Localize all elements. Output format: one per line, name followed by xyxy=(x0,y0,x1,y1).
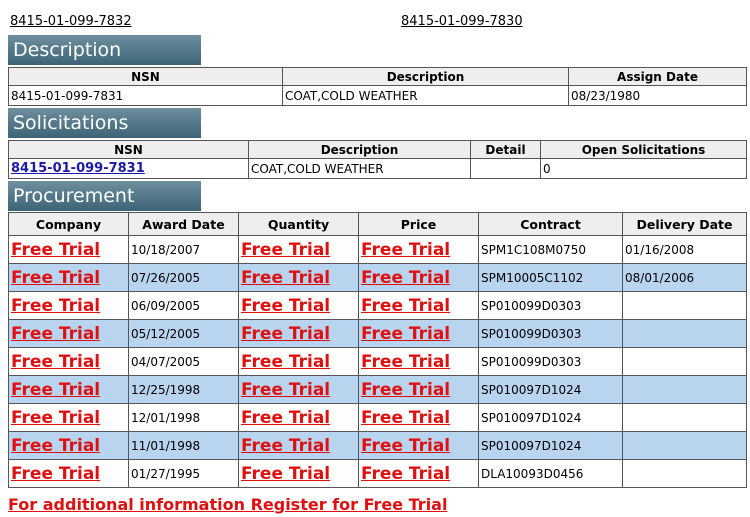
company-cell xyxy=(9,320,129,348)
solicitations-table xyxy=(8,140,747,179)
solicitation-detail xyxy=(471,159,541,179)
solicitation-nsn-cell xyxy=(9,159,249,179)
contract: SP010099D0303 xyxy=(479,348,623,376)
quantity-free-trial-link[interactable]: Free Trial xyxy=(241,379,331,400)
quantity-cell xyxy=(239,460,359,488)
contract: SP010099D0303 xyxy=(479,292,623,320)
quantity-free-trial-link[interactable]: Free Trial xyxy=(241,463,331,484)
company-free-trial-link[interactable]: Free Trial xyxy=(11,463,101,484)
delivery-date xyxy=(623,292,747,320)
table-row xyxy=(9,264,747,292)
company-free-trial-link[interactable]: Free Trial xyxy=(11,323,101,344)
description-value: COAT,COLD WEATHER xyxy=(283,86,569,106)
solicitations-section-title: Solicitations xyxy=(8,108,201,138)
table-row xyxy=(9,236,747,264)
award-date: 07/26/2005 xyxy=(129,264,239,292)
quantity-free-trial-link[interactable]: Free Trial xyxy=(241,239,331,260)
price-free-trial-link[interactable]: Free Trial xyxy=(361,323,451,344)
price-cell xyxy=(359,236,479,264)
award-date: 01/27/1995 xyxy=(129,460,239,488)
contract: DLA10093D0456 xyxy=(479,460,623,488)
table-row xyxy=(9,404,747,432)
table-row xyxy=(9,348,747,376)
description-table xyxy=(8,67,747,106)
award-date: 10/18/2007 xyxy=(129,236,239,264)
company-free-trial-link[interactable]: Free Trial xyxy=(11,267,101,288)
assign-date-value: 08/23/1980 xyxy=(569,86,747,106)
award-date: 05/12/2005 xyxy=(129,320,239,348)
price-cell xyxy=(359,376,479,404)
contract: SPM1C108M0750 xyxy=(479,236,623,264)
price-cell xyxy=(359,320,479,348)
price-free-trial-link[interactable]: Free Trial xyxy=(361,463,451,484)
quantity-cell xyxy=(239,404,359,432)
contract: SP010099D0303 xyxy=(479,320,623,348)
delivery-date xyxy=(623,320,747,348)
quantity-free-trial-link[interactable]: Free Trial xyxy=(241,351,331,372)
price-free-trial-link[interactable]: Free Trial xyxy=(361,351,451,372)
company-free-trial-link[interactable]: Free Trial xyxy=(11,351,101,372)
company-free-trial-link[interactable]: Free Trial xyxy=(11,407,101,428)
company-cell xyxy=(9,404,129,432)
company-cell xyxy=(9,264,129,292)
procurement-section-title: Procurement xyxy=(8,181,201,211)
company-cell xyxy=(9,432,129,460)
header-nsn: NSN xyxy=(9,141,249,159)
solicitation-nsn-link[interactable]: 8415-01-099-7831 xyxy=(11,161,145,176)
quantity-free-trial-link[interactable]: Free Trial xyxy=(241,295,331,316)
register-free-trial-link[interactable]: For additional information Register for Free Trial xyxy=(8,495,448,514)
price-free-trial-link[interactable]: Free Trial xyxy=(361,435,451,456)
delivery-date xyxy=(623,376,747,404)
header-price: Price xyxy=(359,213,479,236)
price-cell xyxy=(359,348,479,376)
header-open-solicitations: Open Solicitations xyxy=(541,141,747,159)
header-detail: Detail xyxy=(471,141,541,159)
delivery-date xyxy=(623,460,747,488)
quantity-cell xyxy=(239,432,359,460)
company-free-trial-link[interactable]: Free Trial xyxy=(11,379,101,400)
company-free-trial-link[interactable]: Free Trial xyxy=(11,239,101,260)
quantity-free-trial-link[interactable]: Free Trial xyxy=(241,435,331,456)
award-date: 11/01/1998 xyxy=(129,432,239,460)
award-date: 06/09/2005 xyxy=(129,292,239,320)
quantity-free-trial-link[interactable]: Free Trial xyxy=(241,323,331,344)
price-cell xyxy=(359,460,479,488)
header-delivery-date: Delivery Date xyxy=(623,213,747,236)
table-row xyxy=(9,292,747,320)
delivery-date xyxy=(623,432,747,460)
quantity-cell xyxy=(239,236,359,264)
company-cell xyxy=(9,460,129,488)
company-cell xyxy=(9,292,129,320)
quantity-cell xyxy=(239,348,359,376)
price-free-trial-link[interactable]: Free Trial xyxy=(361,379,451,400)
header-nsn: NSN xyxy=(9,68,283,86)
delivery-date xyxy=(623,404,747,432)
header-description: Description xyxy=(249,141,471,159)
price-free-trial-link[interactable]: Free Trial xyxy=(361,407,451,428)
quantity-cell xyxy=(239,292,359,320)
quantity-free-trial-link[interactable]: Free Trial xyxy=(241,267,331,288)
solicitation-description: COAT,COLD WEATHER xyxy=(249,159,471,179)
delivery-date: 08/01/2006 xyxy=(623,264,747,292)
header-contract: Contract xyxy=(479,213,623,236)
header-quantity: Quantity xyxy=(239,213,359,236)
award-date: 12/01/1998 xyxy=(129,404,239,432)
price-cell xyxy=(359,404,479,432)
table-row xyxy=(9,320,747,348)
quantity-free-trial-link[interactable]: Free Trial xyxy=(241,407,331,428)
price-free-trial-link[interactable]: Free Trial xyxy=(361,267,451,288)
price-cell xyxy=(359,292,479,320)
nsn-link-7832[interactable]: 8415-01-099-7832 xyxy=(10,14,132,29)
contract: SP010097D1024 xyxy=(479,432,623,460)
contract: SP010097D1024 xyxy=(479,376,623,404)
price-cell xyxy=(359,264,479,292)
company-free-trial-link[interactable]: Free Trial xyxy=(11,435,101,456)
price-cell xyxy=(359,432,479,460)
table-row xyxy=(9,432,747,460)
description-section-title: Description xyxy=(8,35,201,65)
company-free-trial-link[interactable]: Free Trial xyxy=(11,295,101,316)
award-date: 04/07/2005 xyxy=(129,348,239,376)
company-cell xyxy=(9,236,129,264)
quantity-cell xyxy=(239,320,359,348)
company-cell xyxy=(9,376,129,404)
table-row xyxy=(9,376,747,404)
header-assign-date: Assign Date xyxy=(569,68,747,86)
nsn-value: 8415-01-099-7831 xyxy=(9,86,283,106)
procurement-table xyxy=(8,212,747,488)
delivery-date: 01/16/2008 xyxy=(623,236,747,264)
price-free-trial-link[interactable]: Free Trial xyxy=(361,295,451,316)
nsn-link-7830[interactable]: 8415-01-099-7830 xyxy=(401,14,523,29)
award-date: 12/25/1998 xyxy=(129,376,239,404)
price-free-trial-link[interactable]: Free Trial xyxy=(361,239,451,260)
open-solicitations-count: 0 xyxy=(541,159,747,179)
delivery-date xyxy=(623,348,747,376)
quantity-cell xyxy=(239,264,359,292)
contract: SPM10005C1102 xyxy=(479,264,623,292)
header-award-date: Award Date xyxy=(129,213,239,236)
table-row xyxy=(9,460,747,488)
header-description: Description xyxy=(283,68,569,86)
quantity-cell xyxy=(239,376,359,404)
company-cell xyxy=(9,348,129,376)
contract: SP010097D1024 xyxy=(479,404,623,432)
header-company: Company xyxy=(9,213,129,236)
